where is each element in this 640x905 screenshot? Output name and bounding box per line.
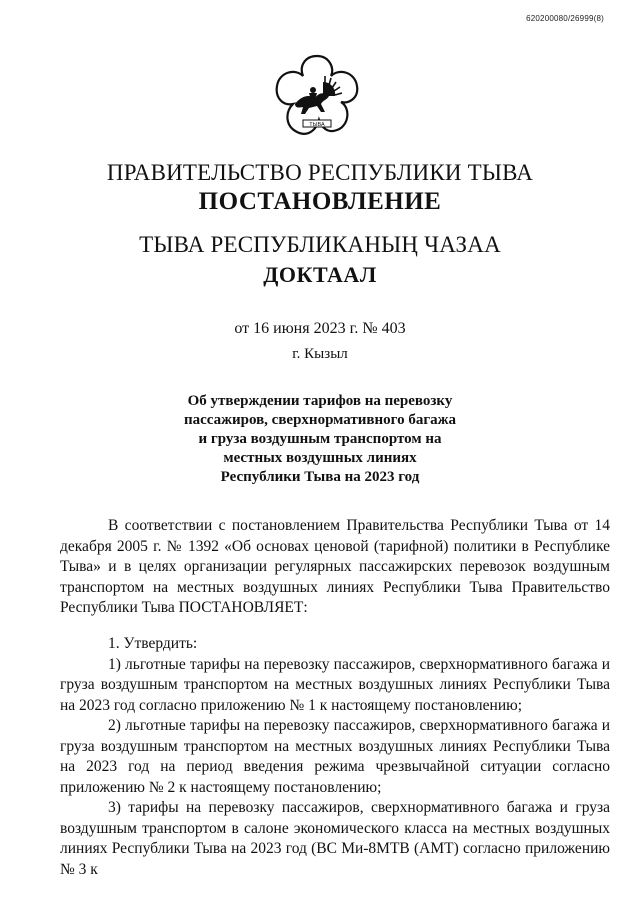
date-and-number: от 16 июня 2023 г. № 403 (234, 320, 406, 337)
title-line: Республики Тыва на 2023 год (220, 469, 420, 485)
title-line: Об утверждении тарифов на перевозку (187, 393, 453, 409)
government-title-tyvan: ТЫВА РЕСПУБЛИКАНЫҢ ЧАЗАА (139, 232, 501, 257)
clause-item: 3) тарифы на перевозку пассажиров, сверхнормативного багажа и груза воздушным транспортом в салоне экономического класса на местных воздушных линиях Республики Тыва на 2023 год (ВС Ми-8МТВ (АМТ) согласно приложению № 3 к (60, 799, 610, 878)
government-title: ПРАВИТЕЛЬСТВО РЕСПУБЛИКИ ТЫВА (106, 160, 534, 185)
document-title (0, 392, 640, 487)
emblem-icon (273, 52, 361, 142)
clause-1: 1. Утвердить: (108, 635, 198, 652)
document-id: 620200080/26999(8) (526, 14, 604, 23)
title-line: пассажиров, сверхнормативного багажа (183, 412, 457, 428)
title-line: и груза воздушным транспортом на (198, 431, 442, 447)
preamble-block (60, 516, 610, 619)
clauses-block (60, 634, 610, 880)
resolution-title-tyvan: ДОКТААЛ (263, 262, 377, 287)
clause-item: 2) льготные тарифы на перевозку пассажиров, сверхнормативного багажа и груза воздушным транспортом на местных воздушных линиях Республики Тыва на 2023 год на период введения режима чрезвычайной ситуации согласно приложению № 2 к настоящему постановлению; (60, 717, 610, 796)
emblem-text: ТЫВА (309, 122, 325, 128)
city: г. Кызыл (292, 346, 348, 362)
resolution-title: ПОСТАНОВЛЕНИЕ (198, 188, 442, 215)
title-line: местных воздушных линиях (223, 450, 417, 466)
tyva-emblem (273, 52, 361, 142)
clause-item: 1) льготные тарифы на перевозку пассажиров, сверхнормативного багажа и груза воздушным транспортом на местных воздушных линиях Республики Тыва на 2023 год согласно приложению № 1 к настоящему постановлению; (60, 655, 610, 714)
preamble-paragraph: В соответствии с постановлением Правительства Республики Тыва от 14 декабря 2005 г. № 1392 «Об основах ценовой (тарифной) политики в Республике Тыва» и в целях организации регулярных пассажирских перевозок воздушным транспортом на местных воздушных линиях Республики Тыва Правительство Республики Тыва ПОСТАНОВЛЯЕТ: (60, 517, 610, 616)
